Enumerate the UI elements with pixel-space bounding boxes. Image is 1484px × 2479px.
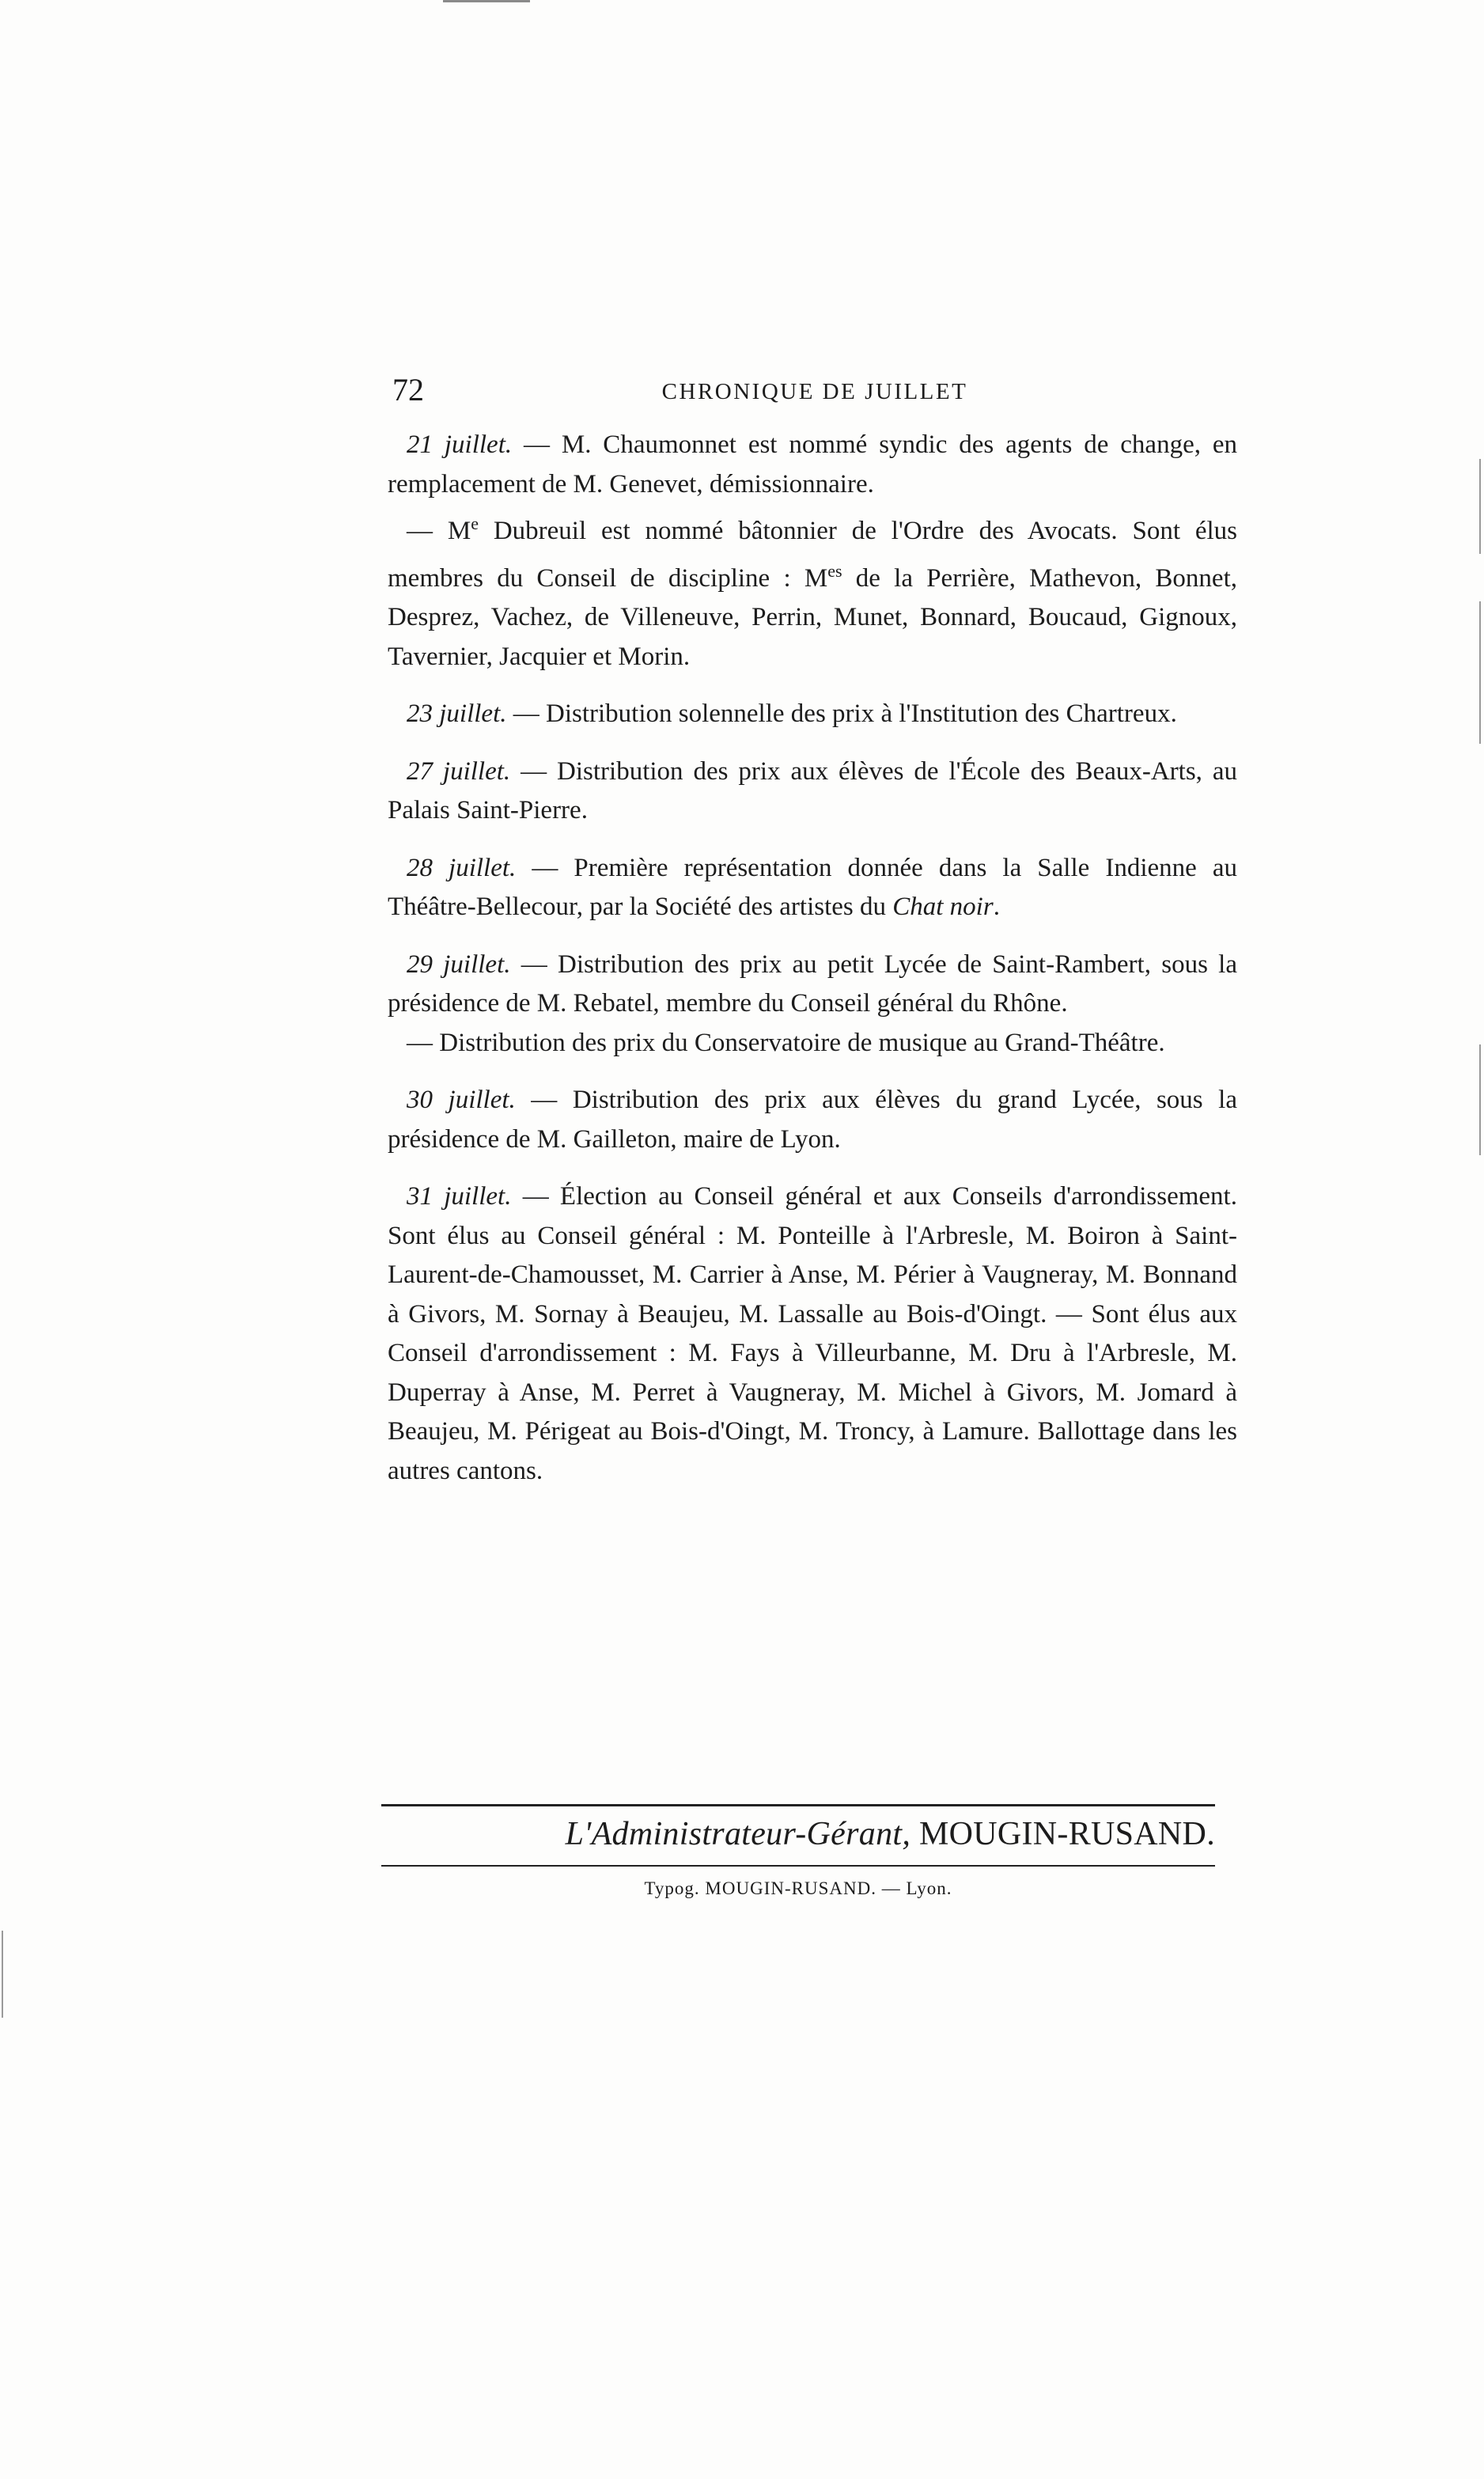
entry-paragraph: 28 juillet. — Première représentation donnée dans la Salle Indienne au Théâtre-Bellecour, par la Société des artistes du Chat noir. — [388, 853, 1237, 921]
entry-text: — Première représentation donnée dans la Salle Indienne au Théâtre-Bellecour, par la Société des artistes du — [388, 853, 1237, 921]
entry-text: — M. Chaumonnet est nommé syndic des agents de change, en remplacement de M. Genevet, démissionnaire. — [388, 430, 1237, 498]
chronicle-entries — [388, 426, 1237, 1509]
signature-top-rule — [381, 1804, 1215, 1806]
entry-text: — Élection au Conseil général et aux Conseils d'arrondissement. Sont élus au Conseil général : M. Ponteille à l'Arbresle, M. Boiron à Saint-Laurent-de-Chamousset, M. Carrier à Anse, M. Périer à Vaugneray, M. Bonnand à Givors, M. Sornay à Beaujeu, M. Lassalle au Bois-d'Oingt. — Sont élus aux Conseil d'arrondissement : M. Fays à Villeurbanne, M. Dru à l'Arbresle, M. Duperray à Anse, M. Perret à Vaugneray, M. Michel à Givors, M. Jomard à Beaujeu, M. Périgeat au Bois-d'Oingt, M. Troncy, à Lamure. Ballottage dans les autres cantons. — [388, 1182, 1237, 1485]
signature-line — [381, 1809, 1215, 1859]
scan-edge-mark — [1479, 601, 1481, 744]
entry-30-juillet — [388, 1081, 1237, 1159]
entry-paragraph — [388, 426, 1237, 504]
entry-text: — Distribution solennelle des prix à l'Institution des Chartreux. — [506, 699, 1177, 728]
entry-text: — Distribution des prix au petit Lycée de Saint-Rambert, sous la présidence de M. Rebatel, membre du Conseil général du Rhône. — [388, 950, 1237, 1018]
entry-date: 31 juillet. — [407, 1182, 512, 1211]
page-number: 72 — [392, 372, 424, 407]
entry-paragraph — [388, 946, 1237, 1024]
entry-28-juillet — [388, 849, 1237, 927]
entry-date: 29 juillet. — [407, 950, 511, 979]
signature-bottom-rule — [381, 1865, 1215, 1867]
entry-31-juillet — [388, 1177, 1237, 1491]
entry-continuation: — Me Dubreuil est nommé bâtonnier de l'Ordre des Avocats. Sont élus membres du Conseil de discipline : $M^{es}$ de la Perrière, Mathevon, Bonnet, Desprez, Vachez, de Villeneuve, Perrin, Munet, Bonnard, Boucaud, Gignoux, Tavernier, Jacquier et Morin. — [388, 514, 1238, 671]
page-header — [392, 370, 1237, 410]
entry-italic-title: Chat noir — [892, 893, 994, 921]
printer-imprint: Typog. MOUGIN-RUSAND. — Lyon. — [644, 1878, 952, 1898]
scan-edge-mark — [1479, 1044, 1481, 1155]
entry-23-juillet — [388, 695, 1237, 734]
signature-role: L'Administrateur-Gérant, — [565, 1816, 911, 1852]
entry-date: 23 juillet. — [407, 699, 507, 728]
entry-paragraph — [388, 1177, 1237, 1491]
entry-21-juillet — [388, 426, 1237, 677]
scan-edge-mark — [1479, 459, 1481, 554]
entry-29-juillet — [388, 946, 1237, 1063]
running-title: CHRONIQUE DE JUILLET — [661, 379, 968, 404]
entry-date: 30 juillet. — [407, 1086, 516, 1114]
entry-text: — Distribution des prix aux élèves du grand Lycée, sous la présidence de M. Gailleton, maire de Lyon. — [388, 1086, 1237, 1154]
scan-edge-mark — [2, 1931, 3, 2018]
scan-top-mark — [443, 0, 530, 2]
entry-date: 21 juillet. — [407, 430, 513, 459]
entry-paragraph — [388, 695, 1237, 734]
signature-name: MOUGIN-RUSAND. — [918, 1816, 1215, 1852]
entry-continuation: — Distribution des prix du Conservatoire de musique au Grand-Théâtre. — [407, 1028, 1165, 1057]
entry-text: — Distribution des prix aux élèves de l'École des Beaux-Arts, au Palais Saint-Pierre. — [388, 756, 1237, 824]
entry-date: 28 juillet. — [407, 853, 517, 882]
entry-date: 27 juillet. — [407, 756, 511, 786]
entry-paragraph — [388, 1081, 1237, 1159]
entry-paragraph — [388, 752, 1237, 831]
entry-27-juillet — [388, 752, 1237, 831]
